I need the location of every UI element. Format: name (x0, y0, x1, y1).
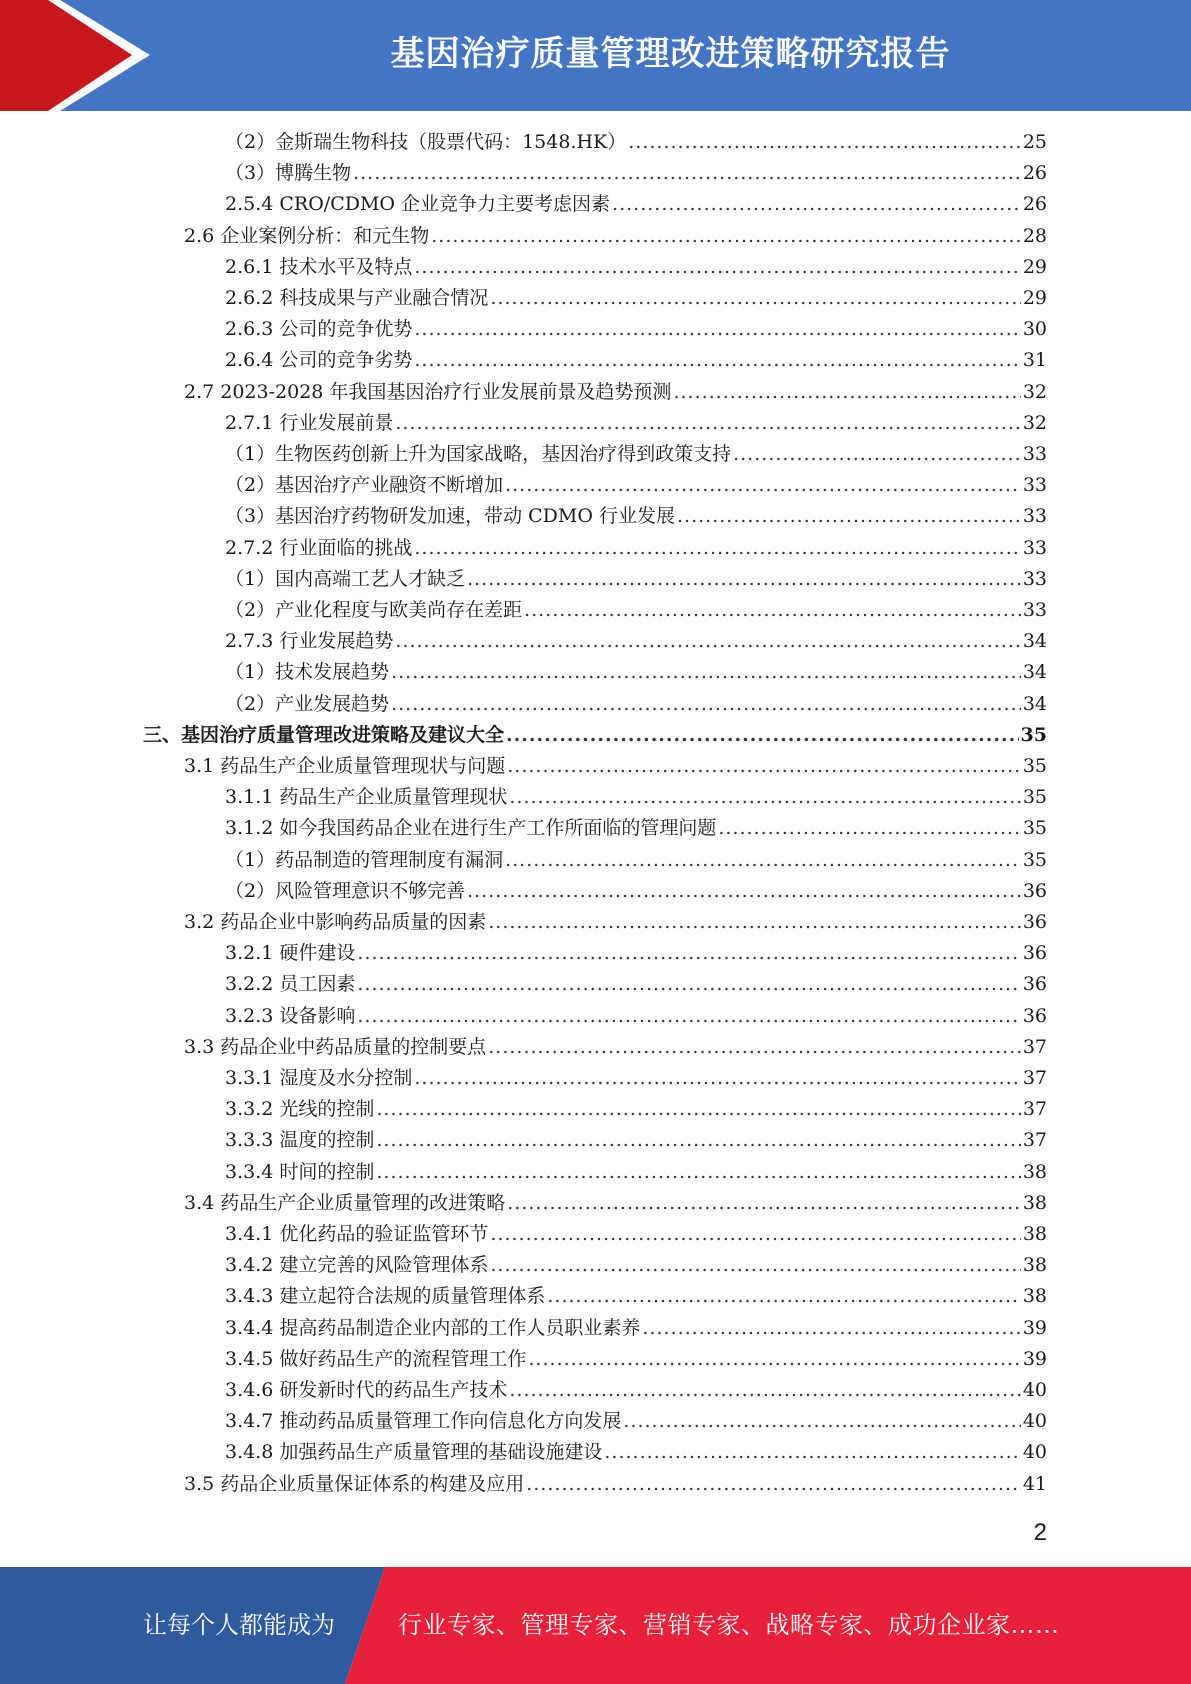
toc-entry[interactable] (225, 252, 1047, 283)
toc-entry[interactable] (225, 845, 1047, 876)
toc-entry-page: 33 (1022, 567, 1047, 590)
toc-dot-leader (677, 501, 1021, 532)
toc-entry[interactable] (225, 876, 1047, 907)
toc-entry-title: （2）风险管理意识不够完善 (225, 879, 466, 902)
toc-dot-leader (673, 377, 1020, 408)
toc-dot-leader (414, 345, 1020, 376)
toc-entry-page: 33 (1022, 474, 1047, 497)
toc-entry[interactable] (225, 314, 1047, 345)
toc-entry-title: 3.1.1 药品生产企业质量管理现状 (225, 786, 508, 809)
toc-entry-title: 3.4.2 建立完善的风险管理体系 (225, 1254, 489, 1277)
toc-dot-leader (547, 1281, 1020, 1312)
toc-entry-title: （3）博腾生物 (225, 162, 352, 185)
toc-entry-title: （2）产业化程度与欧美尚存在差距 (225, 599, 523, 621)
toc-entry-title: （1）国内高端工艺人才缺乏 (225, 567, 466, 590)
toc-entry-title: 3.2.3 设备影响 (225, 1004, 356, 1027)
toc-entry-title: （1）药品制造的管理制度有漏洞 (225, 848, 504, 871)
toc-entry-title: 3.3.3 温度的控制 (225, 1129, 375, 1152)
toc-entry-page: 29 (1022, 255, 1047, 278)
toc-dot-leader (353, 158, 1021, 189)
toc-entry[interactable] (225, 533, 1047, 564)
toc-dot-leader (509, 1375, 1020, 1406)
toc-dot-leader (604, 1437, 1020, 1468)
page-number: 2 (1033, 1519, 1047, 1546)
toc-entry[interactable] (225, 595, 1047, 626)
toc-entry-title: 3.2.2 员工因素 (225, 973, 356, 996)
toc-entry-title: 3.4.6 研发新时代的药品生产技术 (225, 1379, 508, 1401)
toc-entry-title: 3.1 药品生产企业质量管理现状与问题 (184, 755, 506, 777)
toc-entry-title: （2）金斯瑞生物科技（股票代码：1548.HK） (225, 131, 627, 153)
toc-entry[interactable] (225, 345, 1047, 376)
toc-entry-page: 25 (1022, 131, 1047, 153)
toc-entry-page: 40 (1022, 1441, 1047, 1464)
toc-entry-title: 2.7.2 行业面临的挑战 (225, 536, 413, 559)
toc-dot-leader (524, 595, 1021, 626)
toc-dot-leader (507, 1188, 1021, 1219)
toc-entry-title: 3.2 药品企业中影响药品质量的因素 (184, 911, 487, 933)
toc-entry-title: 3.4.8 加强药品生产质量管理的基础设施建设 (225, 1441, 603, 1464)
toc-entry[interactable] (225, 938, 1047, 969)
toc-entry-page: 38 (1022, 1191, 1047, 1214)
toc-entry-page: 38 (1022, 1160, 1047, 1183)
footer-slogan-right: 行业专家、管理专家、营销专家、战略专家、成功企业家…… (398, 1611, 1060, 1639)
toc-entry-page: 26 (1022, 193, 1047, 216)
toc-entry-title: 3.2.1 硬件建设 (225, 942, 356, 965)
toc-dot-leader (357, 969, 1020, 1000)
toc-entry[interactable] (225, 969, 1047, 1000)
toc-dot-leader (642, 1313, 1020, 1344)
toc-entry-page: 32 (1022, 380, 1047, 403)
toc-dot-leader (628, 127, 1021, 158)
toc-entry-title: 2.7.1 行业发展前景 (225, 411, 394, 434)
toc-dot-leader (414, 252, 1020, 283)
toc-dot-leader (505, 470, 1021, 501)
toc-entry[interactable] (225, 1094, 1047, 1125)
toc-entry-page: 26 (1022, 162, 1047, 185)
toc-dot-leader (488, 907, 1021, 938)
toc-entry-page: 32 (1022, 411, 1047, 434)
toc-entry-title: 3.1.2 如今我国药品企业在进行生产工作所面临的管理问题 (225, 817, 717, 840)
toc-entry[interactable] (225, 283, 1047, 314)
toc-dot-leader (376, 1157, 1020, 1188)
toc-entry-page: 37 (1022, 1129, 1047, 1152)
toc-entry-page: 33 (1022, 443, 1047, 465)
toc-entry-page: 35 (1020, 723, 1047, 746)
toc-entry-title: 三、基因治疗质量管理改进策略及建议大全 (143, 723, 505, 746)
toc-entry[interactable] (184, 907, 1047, 938)
red-arrow-logo (0, 0, 150, 111)
toc-entry-page: 38 (1022, 1254, 1047, 1277)
toc-entry-page: 35 (1022, 755, 1047, 777)
toc-dot-leader (391, 657, 1021, 688)
toc-entry[interactable] (225, 1281, 1047, 1312)
toc-entry-page: 38 (1022, 1285, 1047, 1308)
toc-entry-title: 2.5.4 CRO/CDMO 企业竞争力主要考虑因素 (225, 193, 611, 216)
toc-entry[interactable] (225, 1063, 1047, 1094)
toc-entry-title: 3.4.1 优化药品的验证监管环节 (225, 1223, 489, 1245)
toc-dot-leader (505, 845, 1021, 876)
toc-entry-page: 34 (1022, 630, 1047, 653)
toc-entry-page: 34 (1022, 661, 1047, 684)
toc-entry[interactable] (184, 221, 1047, 252)
toc-entry-title: 3.5 药品企业质量保证体系的构建及应用 (184, 1472, 525, 1495)
toc-entry-page: 37 (1022, 1035, 1047, 1058)
toc-dot-leader (490, 283, 1020, 314)
toc-entry[interactable] (184, 1469, 1047, 1500)
toc-entry[interactable] (225, 1437, 1047, 1468)
toc-entry[interactable] (225, 1406, 1047, 1437)
toc-entry-title: 3.3.2 光线的控制 (225, 1098, 375, 1121)
toc-entry-title: （2）基因治疗产业融资不断增加 (225, 474, 504, 497)
toc-dot-leader (357, 938, 1020, 969)
toc-entry[interactable] (225, 501, 1047, 532)
toc-dot-leader (395, 408, 1020, 439)
toc-entry[interactable] (225, 1313, 1047, 1344)
toc-entry[interactable] (225, 1250, 1047, 1281)
toc-entry[interactable] (184, 1032, 1047, 1063)
toc-entry-page: 31 (1022, 349, 1047, 372)
toc-entry-title: 2.6.2 科技成果与产业融合情况 (225, 287, 489, 309)
toc-entry[interactable] (225, 1219, 1047, 1250)
toc-entry-title: 2.6 企业案例分析：和元生物 (184, 224, 430, 247)
toc-entry-page: 41 (1022, 1472, 1047, 1495)
toc-entry[interactable] (225, 1344, 1047, 1375)
toc-entry-title: 2.6.1 技术水平及特点 (225, 255, 413, 278)
toc-entry[interactable] (143, 720, 1047, 751)
toc-entry-title: 3.4.5 做好药品生产的流程管理工作 (225, 1347, 527, 1370)
toc-entry[interactable] (225, 189, 1047, 220)
toc-entry-page: 35 (1022, 817, 1047, 840)
toc-entry-page: 37 (1022, 1098, 1047, 1121)
toc-entry-page: 28 (1022, 224, 1047, 247)
toc-entry-title: 3.3.1 湿度及水分控制 (225, 1067, 413, 1089)
toc-dot-leader (526, 1469, 1021, 1500)
toc-entry-title: 3.3.4 时间的控制 (225, 1160, 375, 1183)
toc-dot-leader (357, 1001, 1020, 1032)
toc-entry-page: 29 (1022, 287, 1047, 309)
toc-dot-leader (467, 876, 1021, 907)
toc-entry[interactable] (225, 439, 1047, 470)
toc-entry-page: 38 (1022, 1223, 1047, 1245)
toc-entry-title: （2）产业发展趋势 (225, 692, 390, 715)
toc-entry-title: 3.3 药品企业中药品质量的控制要点 (184, 1035, 487, 1058)
toc-entry-page: 33 (1022, 505, 1047, 528)
toc-entry-page: 36 (1022, 1004, 1047, 1027)
toc-entry[interactable] (184, 1188, 1047, 1219)
toc-entry-page: 34 (1022, 692, 1047, 715)
toc-entry-page: 35 (1022, 848, 1047, 871)
footer-slogan-left: 让每个人都能成为 (143, 1611, 335, 1639)
toc-dot-leader (490, 1250, 1020, 1281)
toc-entry-page: 40 (1022, 1379, 1047, 1401)
toc-dot-leader (467, 564, 1021, 595)
toc-entry-title: 3.4.3 建立起符合法规的质量管理体系 (225, 1285, 546, 1308)
toc-entry[interactable] (225, 127, 1047, 158)
toc-entry-title: 3.4.4 提高药品制造企业内部的工作人员职业素养 (225, 1316, 641, 1339)
toc-entry-page: 39 (1022, 1347, 1047, 1370)
toc-entry[interactable] (225, 782, 1047, 813)
toc-entry-page: 35 (1022, 786, 1047, 809)
toc-entry[interactable] (225, 564, 1047, 595)
toc-dot-leader (414, 533, 1020, 564)
toc-entry-page: 37 (1022, 1067, 1047, 1089)
toc-entry-title: 2.7.3 行业发展趋势 (225, 630, 394, 653)
toc-entry[interactable] (225, 813, 1047, 844)
toc-dot-leader (612, 189, 1021, 220)
toc-dot-leader (718, 813, 1020, 844)
toc-entry-page: 36 (1022, 879, 1047, 902)
toc-dot-leader (488, 1032, 1021, 1063)
toc-dot-leader (376, 1125, 1020, 1156)
toc-entry[interactable] (184, 377, 1047, 408)
toc-dot-leader (623, 1406, 1020, 1437)
toc-entry-title: 2.6.4 公司的竞争劣势 (225, 349, 413, 372)
page-header (0, 0, 1191, 111)
toc-entry[interactable] (225, 158, 1047, 189)
toc-dot-leader (395, 626, 1020, 657)
toc-dot-leader (414, 314, 1020, 345)
toc-dot-leader (431, 221, 1021, 252)
toc-entry-title: （1）技术发展趋势 (225, 661, 390, 684)
toc-dot-leader (528, 1344, 1020, 1375)
toc-entry[interactable] (225, 689, 1047, 720)
toc-dot-leader (507, 751, 1021, 782)
toc-entry-title: （3）基因治疗药物研发加速，带动 CDMO 行业发展 (225, 505, 675, 528)
toc-entry[interactable] (225, 626, 1047, 657)
toc-entry[interactable] (184, 751, 1047, 782)
toc-entry-page: 33 (1022, 599, 1047, 621)
toc-entry[interactable] (225, 1375, 1047, 1406)
page-footer (0, 1567, 1191, 1684)
toc-dot-leader (414, 1063, 1020, 1094)
toc-dot-leader (733, 439, 1021, 470)
toc-entry-page: 33 (1022, 536, 1047, 559)
toc-entry-page: 36 (1022, 942, 1047, 965)
toc-entry-title: （1）生物医药创新上升为国家战略，基因治疗得到政策支持 (225, 443, 732, 465)
toc-entry[interactable] (225, 1125, 1047, 1156)
toc-dot-leader (391, 689, 1021, 720)
toc-dot-leader (509, 782, 1020, 813)
toc-entry-title: 2.6.3 公司的竞争优势 (225, 318, 413, 341)
toc-entry-title: 2.7 2023-2028 年我国基因治疗行业发展前景及趋势预测 (184, 380, 672, 403)
report-title: 基因治疗质量管理改进策略研究报告 (390, 34, 951, 74)
toc-entry[interactable] (225, 1157, 1047, 1188)
toc-entry-page: 40 (1022, 1410, 1047, 1433)
toc-entry[interactable] (225, 1001, 1047, 1032)
toc-entry[interactable] (225, 657, 1047, 688)
toc-entry[interactable] (225, 470, 1047, 501)
toc-entry-page: 36 (1022, 973, 1047, 996)
toc-entry-page: 30 (1022, 318, 1047, 341)
toc-entry[interactable] (225, 408, 1047, 439)
toc-dot-leader (506, 720, 1019, 751)
toc-entry-page: 36 (1022, 911, 1047, 933)
toc-entry-page: 39 (1022, 1316, 1047, 1339)
toc-entry-title: 3.4 药品生产企业质量管理的改进策略 (184, 1191, 506, 1214)
toc-dot-leader (490, 1219, 1020, 1250)
toc-dot-leader (376, 1094, 1020, 1125)
toc-entry-title: 3.4.7 推动药品质量管理工作向信息化方向发展 (225, 1410, 622, 1433)
